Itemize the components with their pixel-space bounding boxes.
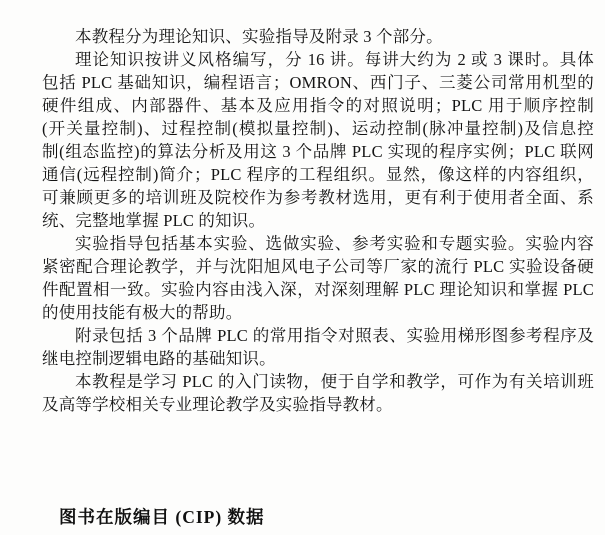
- preface-line: 理论知识按讲义风格编写，分 16 讲。每讲大约为 2 或 3 课时。具体: [75, 50, 594, 69]
- preface-line: 及高等学校相关专业理论教学及实验指导教材。: [42, 395, 393, 414]
- preface-line: 附录包括 3 个品牌 PLC 的常用指令对照表、实验用梯形图参考程序及: [75, 326, 594, 345]
- preface-line: 制(组态监控)的算法分析及用这 3 个品牌 PLC 实现的程序实例；PLC 联网: [42, 142, 594, 161]
- preface-text-block: [42, 25, 594, 416]
- preface-line: 可兼顾更多的培训班及院校作为参考教材选用，更有利于使用者全面、系: [42, 188, 594, 207]
- preface-line: 紧密配合理论教学，并与沈阳旭风电子公司等厂家的流行 PLC 实验设备硬: [42, 257, 594, 276]
- preface-line: 本教程是学习 PLC 的入门读物，便于自学和教学，可作为有关培训班: [75, 372, 594, 391]
- preface-line: (开关量控制)、过程控制(模拟量控制)、运动控制(脉冲量控制)及信息控: [42, 119, 594, 138]
- preface-line: 继电控制逻辑电路的基础知识。: [42, 349, 276, 368]
- preface-line: 通信(远程控制)简介；PLC 程序的工程组织。显然，像这样的内容组织，: [42, 165, 594, 184]
- preface-line: 件配置相一致。实验内容由浅入深，对深刻理解 PLC 理论知识和掌握 PLC: [42, 280, 594, 299]
- preface-line: 包括 PLC 基础知识，编程语言；OMRON、西门子、三菱公司常用机型的: [42, 73, 594, 92]
- cip-section-heading: 图书在版编目 (CIP) 数据: [59, 507, 265, 527]
- preface-line: 实验指导包括基本实验、选做实验、参考实验和专题实验。实验内容: [75, 234, 594, 253]
- preface-line: 硬件组成、内部器件、基本及应用指令的对照说明；PLC 用于顺序控制: [42, 96, 594, 115]
- preface-line: 的使用技能有极大的帮助。: [42, 303, 243, 322]
- preface-line: 统、完整地掌握 PLC 的知识。: [42, 211, 266, 230]
- preface-line: 本教程分为理论知识、实验指导及附录 3 个部分。: [75, 27, 443, 46]
